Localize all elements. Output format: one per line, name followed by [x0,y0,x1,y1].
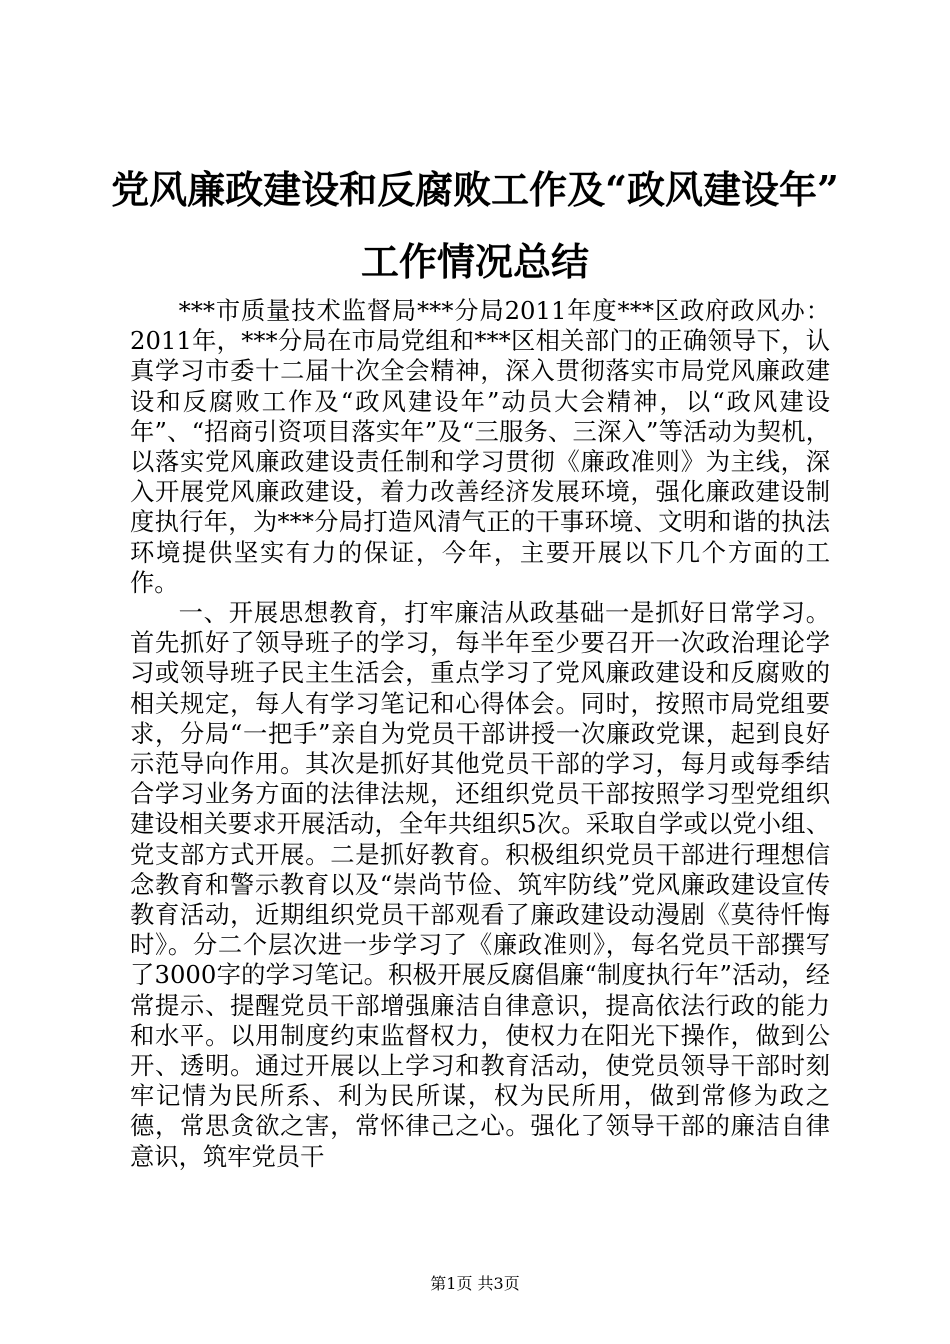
document-title-line-2: 工作情况总结 [360,239,589,284]
body-paragraph-section-one: 一、开展思想教育，打牢廉洁从政基础一是抓好日常学习。首先抓好了领导班子的学习，每半年至少要召开一次政治理论学习或领导班子民主生活会，重点学习了党风廉政建设和反腐败的相关规定，每人有学习笔记和心得体会。同时，按照市局党组要求，分局“一把手”亲自为党员干部讲授一次廉政党课，起到良好示范导向作用。其次是抓好其他党员干部的学习，每月或每季结合学习业务方面的法律法规，还组织党员干部按照学习型党组织建设相关要求开展活动，全年共组织5次。采取自学或以党小组、党支部方式开展。二是抓好教育。积极组织党员干部进行理想信念教育和警示教育以及“崇尚节俭、筑牢防线”党风廉政建设宣传教育活动，近期组织党员干部观看了廉政建设动漫剧《莫待忏悔时》。分二个层次进一步学习了《廉政准则》，每名党员干部撰写了3000字的学习笔记。积极开展反腐倡廉“制度执行年”活动，经常提示、提醒党员干部增强廉洁自律意识，提高依法行政的能力和水平。以用制度约束监督权力，使权力在阳光下操作，做到公开、透明。通过开展以上学习和教育活动，使党员领导干部时刻牢记情为民所系、利为民所谋，权为民所用，做到常修为政之德，常思贪欲之害，常怀律己之心。强化了领导干部的廉洁自律意识，筑牢党员干 [130,598,830,1171]
page-number-footer: 第1页 共3页 [430,1274,520,1293]
document-body [130,296,830,1172]
document-title-line-1: 党风廉政建设和反腐败工作及“政风建设年” [111,167,839,212]
body-paragraph-intro: ***市质量技术监督局***分局2011年度***区政府政风办：2011年，***分局在市局党组和***区相关部门的正确领导下，认真学习市委十二届十次全会精神，深入贯彻落实市局党风廉政建设和反腐败工作及“政风建设年”动员大会精神，以“政风建设年”、“招商引资项目落实年”及“三服务、三深入”等活动为契机，以落实党风廉政建设责任制和学习贯彻《廉政准则》为主线，深入开展党风廉政建设，着力改善经济发展环境，强化廉政建设制度执行年，为***分局打造风清气正的干事环境、文明和谐的执法环境提供坚实有力的保证，今年，主要开展以下几个方面的工作。 [130,296,830,597]
